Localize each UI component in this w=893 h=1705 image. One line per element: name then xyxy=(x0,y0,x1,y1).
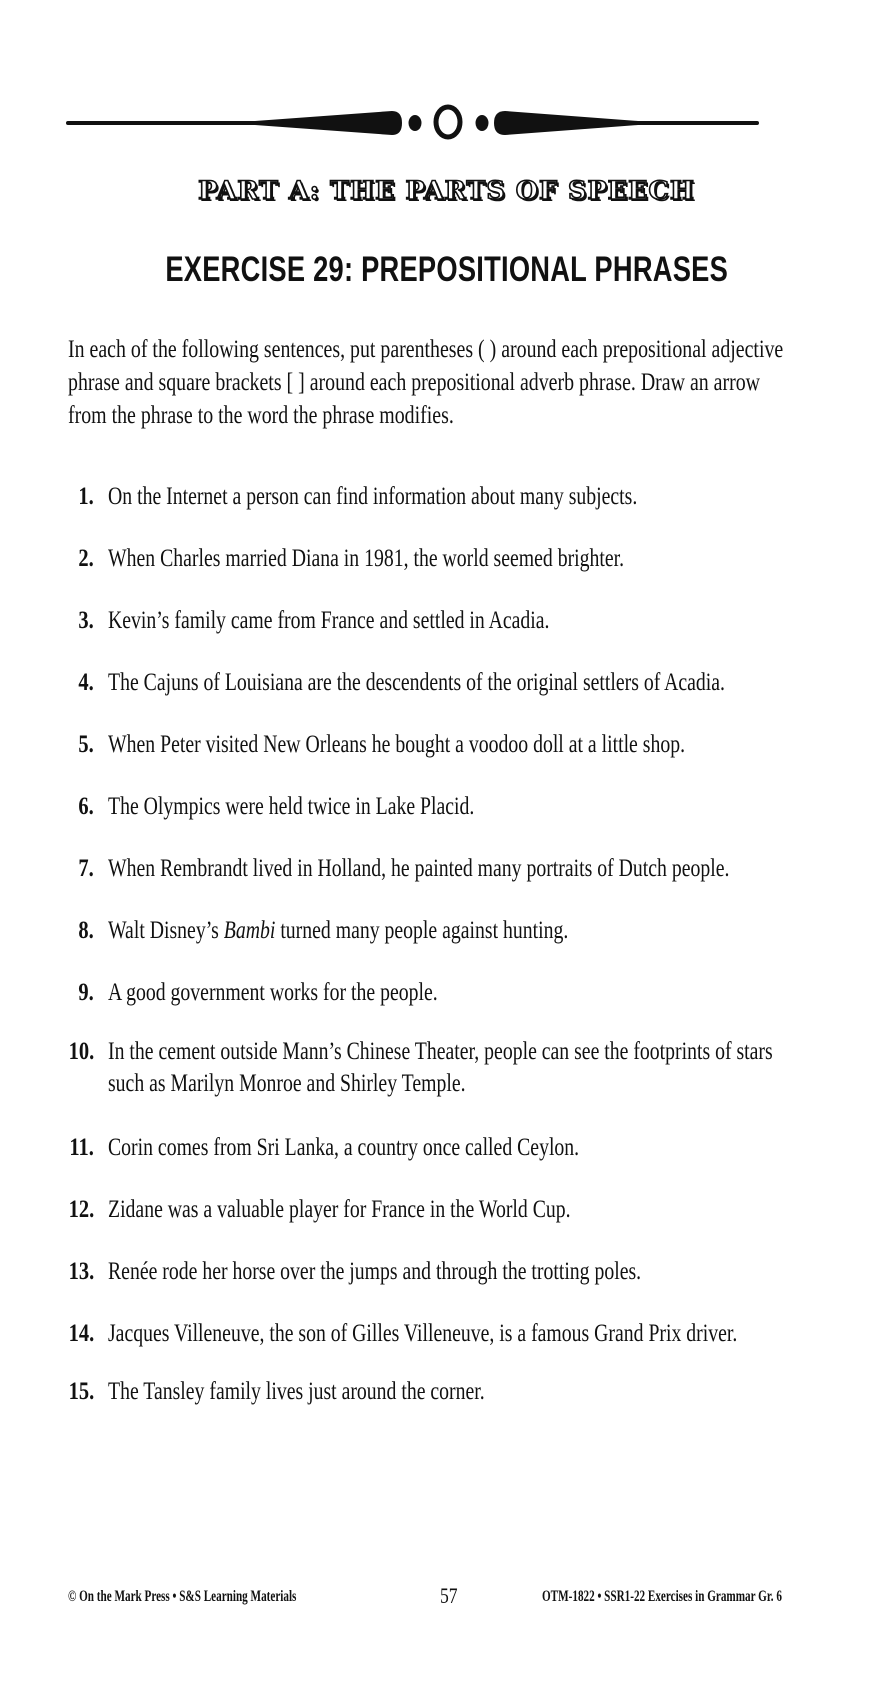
divider-ornament-icon xyxy=(0,95,893,151)
footer-copyright: © On the Mark Press • S&S Learning Materials xyxy=(68,1588,297,1605)
item-text xyxy=(108,915,568,947)
item-text: The Tansley family lives just around the corner. xyxy=(108,1378,485,1405)
instructions-line: from the phrase to the word the phrase modifies. xyxy=(68,402,454,429)
item-number: 3. xyxy=(78,607,94,634)
item-number: 7. xyxy=(78,855,94,882)
item-text-title: Bambi xyxy=(223,917,276,944)
item-number: 13. xyxy=(68,1258,94,1285)
item-number: 15. xyxy=(68,1378,94,1405)
page-title xyxy=(0,250,893,290)
item-text: In the cement outside Mann’s Chinese Theater, people can see the footprints of stars xyxy=(108,1038,773,1065)
item-text: When Charles married Diana in 1981, the world seemed brighter. xyxy=(108,545,625,572)
item-text: The Cajuns of Louisiana are the descendents of the original settlers of Acadia. xyxy=(108,669,725,696)
item-number: 12. xyxy=(68,1196,94,1223)
item-text: Renée rode her horse over the jumps and through the trotting poles. xyxy=(108,1258,642,1285)
item-text: Kevin’s family came from France and settled in Acadia. xyxy=(108,607,550,634)
item-text: Zidane was a valuable player for France in the World Cup. xyxy=(108,1196,571,1223)
item-number: 6. xyxy=(78,793,94,820)
item-number: 10. xyxy=(68,1038,94,1065)
item-text: On the Internet a person can find information about many subjects. xyxy=(108,483,638,510)
item-text: The Olympics were held twice in Lake Placid. xyxy=(108,793,475,820)
instructions-line: In each of the following sentences, put parentheses ( ) around each prepositional adjective xyxy=(68,336,784,363)
page-number: 57 xyxy=(440,1583,458,1608)
item-number: 14. xyxy=(68,1320,94,1347)
item-text: such as Marilyn Monroe and Shirley Temple. xyxy=(108,1070,466,1097)
item-text-pre: Walt Disney’s xyxy=(108,917,224,944)
item-text: Jacques Villeneuve, the son of Gilles Villeneuve, is a famous Grand Prix driver. xyxy=(108,1320,738,1347)
footer-book-info: OTM-1822 • SSR1-22 Exercises in Grammar Gr. 6 xyxy=(542,1588,782,1605)
item-number: 1. xyxy=(78,483,94,510)
item-number: 11. xyxy=(69,1134,94,1161)
instructions-paragraph xyxy=(68,333,893,432)
section-title xyxy=(0,176,893,205)
item-number: 8. xyxy=(78,917,94,944)
item-text: When Rembrandt lived in Holland, he painted many portraits of Dutch people. xyxy=(108,855,730,882)
page-title-text: EXERCISE 29: PREPOSITIONAL PHRASES xyxy=(165,250,728,289)
item-text-post: turned many people against hunting. xyxy=(275,917,569,944)
item-text: A good government works for the people. xyxy=(108,979,438,1006)
item-number: 5. xyxy=(78,731,94,758)
item-text: When Peter visited New Orleans he bought a voodoo doll at a little shop. xyxy=(108,731,686,758)
item-text: Corin comes from Sri Lanka, a country once called Ceylon. xyxy=(108,1134,580,1161)
item-number: 4. xyxy=(78,669,94,696)
item-number: 9. xyxy=(78,979,94,1006)
section-title-text: PART A: THE PARTS OF SPEECH xyxy=(198,176,695,205)
instructions-line: phrase and square brackets [ ] around each prepositional adverb phrase. Draw an arrow xyxy=(68,369,761,396)
item-number: 2. xyxy=(78,545,94,572)
